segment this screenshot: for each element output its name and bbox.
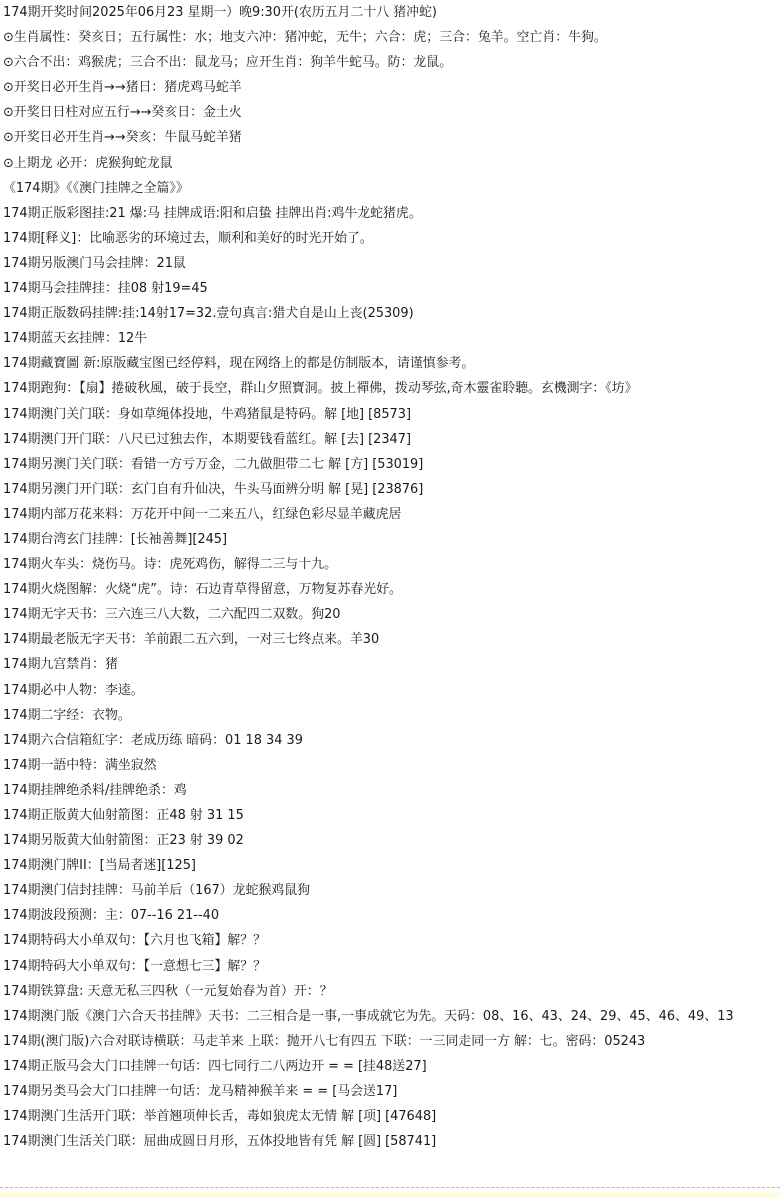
text-line: 174期正版彩图挂:21 爆:马 挂牌成语:阳和启蛰 挂牌出肖:鸡牛龙蛇猪虎。: [3, 205, 422, 221]
text-line: 174期一語中特：满坐寂然: [3, 757, 157, 773]
text-line: 174期正版黄大仙射箭图：正48 射 31 15: [3, 808, 244, 823]
text-line: 174期九宫禁肖：猪: [3, 657, 118, 673]
text-line: 174期内部万花来料：万花开中间一二来五八，红绿色彩尽显羊藏虎居: [3, 506, 402, 522]
text-line: 174期最老版无字天书：羊前跟二五六到，一对三七终点来。羊30: [3, 632, 380, 648]
text-line: 174期藏寶圖 新:原版藏宝图已经停料，现在网络上的都是仿制版本，请谨慎参考。: [3, 356, 475, 372]
text-line: 174期(澳门版)六合对联诗横联：马走羊来 上联：抛开八七有四五 下联：一三同走同一方 解：七。密码：05243: [3, 1033, 646, 1049]
text-line: 174期正版数码挂牌:挂:14射17=32.壹句真言:猎犬自是山上丧(25309): [3, 306, 414, 322]
text-line: 174期蓝天玄挂牌：12牛: [3, 331, 148, 347]
text-line: 174期开奖时间2025年06月23 星期一）晚9:30开(农历五月二十八 猪冲蛇): [3, 5, 437, 20]
text-line: 《174期》《《澳门挂牌之全篇》》: [3, 180, 189, 196]
text-line: 174期六合信箱紅字：老成历练 暗码：01 18 34 39: [3, 732, 303, 748]
text-line: 174期澳门关门联：身如草绳体投地，牛鸡猪鼠是特码。解 [地] [8573]: [3, 406, 411, 422]
text-line: 174期马会挂牌挂：挂08 射19=45: [3, 281, 208, 297]
text-line: 174期澳门牌II：[当局者迷][125]: [3, 858, 196, 874]
text-line: 174期澳门版《澳门六合天书挂牌》天书：二三相合是一事,一事成就它为先。天码：08、16、43、24、29、45、46、49、13: [3, 1008, 734, 1024]
bottom-band: [0, 1192, 780, 1198]
text-line: ⊙生肖属性：癸亥日；五行属性：水；地支六冲：猪冲蛇，无牛；六合：虎；三合：兔羊。空亡肖：牛狗。: [3, 30, 607, 46]
bottom-divider: [0, 1187, 780, 1188]
text-line: 174期无字天书：三六连三八大数，二六配四二双数。狗20: [3, 607, 341, 623]
text-line: 174期[释义]：比喻恶劣的环境过去，顺利和美好的时光开始了。: [3, 230, 373, 246]
text-line: 174期澳门信封挂牌：马前羊后（167）龙蛇猴鸡鼠狗: [3, 883, 311, 899]
text-line: 174期跑狗：【扇】捲破秋風，破于長空，群山夕照寶洞。披上禪佛，拨动琴弦,奇木靈雀聆聽。玄機測字：《坊》: [3, 381, 638, 397]
text-line: 174期另版黄大仙射箭图：正23 射 39 02: [3, 833, 244, 849]
text-line: 174期正版马会大门口挂牌一句话：四七同行二八两边开 = = [挂48送27]: [3, 1058, 427, 1074]
text-line: 174期澳门开门联：八尺已过独去作，本期要钱看蓝红。解 [去] [2347]: [3, 431, 411, 447]
text-line: 174期另澳门关门联：看错一方亏万金，二九做胆带二七 解 [方] [53019]: [3, 456, 424, 472]
text-line: 174期澳门生活关门联：屈曲成圆日月形，五体投地皆有凭 解 [圆] [58741]: [3, 1134, 437, 1150]
text-line: 174期铁算盘: 天意无私三四秋（一元复始春为首）开：？: [3, 983, 333, 999]
text-line: 174期火烧图解：火烧“虎”。诗：石边青草得留意，万物复苏春光好。: [3, 582, 402, 598]
text-line: 174期必中人物：李逵。: [3, 682, 144, 698]
text-line: 174期另类马会大门口挂牌一句话：龙马精神猴羊来 = = [马会送17]: [3, 1084, 398, 1100]
text-line: ⊙开奖日必开生肖→→猪日：猪虎鸡马蛇羊: [3, 80, 242, 96]
text-line: ⊙开奖日日柱对应五行→→癸亥日：金土火: [3, 105, 242, 121]
text-line: ⊙上期龙 必开：虎猴狗蛇龙鼠: [3, 155, 173, 171]
text-line: 174期波段预测：主：07--16 21--40: [3, 908, 220, 924]
text-line: 174期特码大小单双句：【一意想七三】解？？: [3, 958, 267, 974]
text-line: 174期二字经：衣物。: [3, 707, 131, 723]
text-line: 174期台湾玄门挂牌：[长袖善舞][245]: [3, 531, 228, 547]
text-line: ⊙六合不出：鸡猴虎；三合不出：鼠龙马；应开生肖：狗羊牛蛇马。防：龙鼠。: [3, 55, 453, 71]
text-line: 174期另澳门开门联：玄门自有升仙决，牛头马面辨分明 解 [晃] [23876]: [3, 481, 424, 497]
text-line: 174期另版澳门马会挂牌：21鼠: [3, 255, 186, 271]
text-line: 174期澳门生活开门联：举首翘项伸长舌，毒如狼虎太无情 解 [项] [47648]: [3, 1109, 437, 1125]
text-line: 174期火车头：烧伤马。诗：虎死鸡伤，解得二三与十九。: [3, 557, 337, 573]
text-line: 174期挂牌绝杀料/挂牌绝杀：鸡: [3, 782, 187, 798]
text-line: 174期特码大小单双句：【六月也飞箱】解？？: [3, 933, 267, 949]
text-line: ⊙开奖日必开生肖→→癸亥：牛鼠马蛇羊猪: [3, 130, 242, 146]
